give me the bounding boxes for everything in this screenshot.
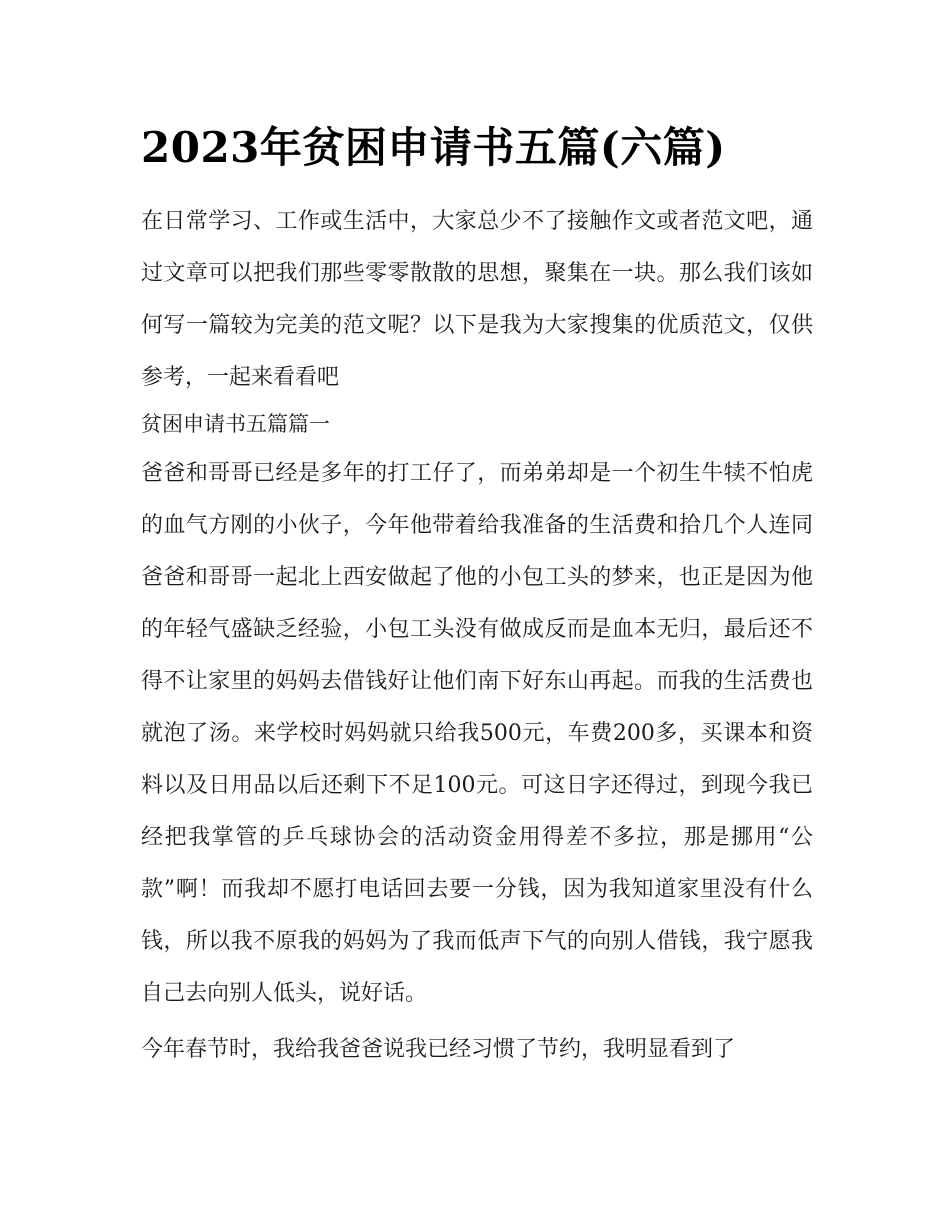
intro-paragraph: 在日常学习、工作或生活中，大家总少不了接触作文或者范文吧，通过文章可以把我们那些零零散散的思想，聚集在一块。那么我们该如何写一篇较为完美的范文呢？以下是我为大家搜集的优质范文，仅供参考，一起来看看吧 — [141, 209, 813, 390]
section-heading: 贫困申请书五篇篇一 — [141, 412, 330, 436]
document-title: 2023年贫困申请书五篇(六篇) — [141, 123, 726, 172]
body-paragraph-2: 今年春节时，我给我爸爸说我已经习惯了节约，我明显看到了 — [141, 1037, 736, 1062]
body-paragraph-1: 爸爸和哥哥已经是多年的打工仔了，而弟弟却是一个初生牛犊不怕虎的血气方刚的小伙子，今年他带着给我准备的生活费和拾几个人连同爸爸和哥哥一起北上西安做起了他的小包工头的梦来，也正是因为他的年轻气盛缺乏经验，小包工头没有做成反而是血本无归，最后还不得不让家里的妈妈去借钱好让他们南下好东山再起。而我的生活费也就泡了汤。来学校时妈妈就只给我500元，车费200多，买课本和资料以及日用品以后还剩下不足100元。可这日字还得过，到现今我已经把我掌管的乒乓球协会的活动资金用得差不多拉，那是挪用“公款”啊！而我却不愿打电话回去要一分钱，因为我知道家里没有什么钱，所以我不原我的妈妈为了我而低声下气的向别人借钱，我宁愿我自己去向别人低头，说好话。 — [141, 461, 813, 1006]
document-body — [141, 110, 813, 1076]
